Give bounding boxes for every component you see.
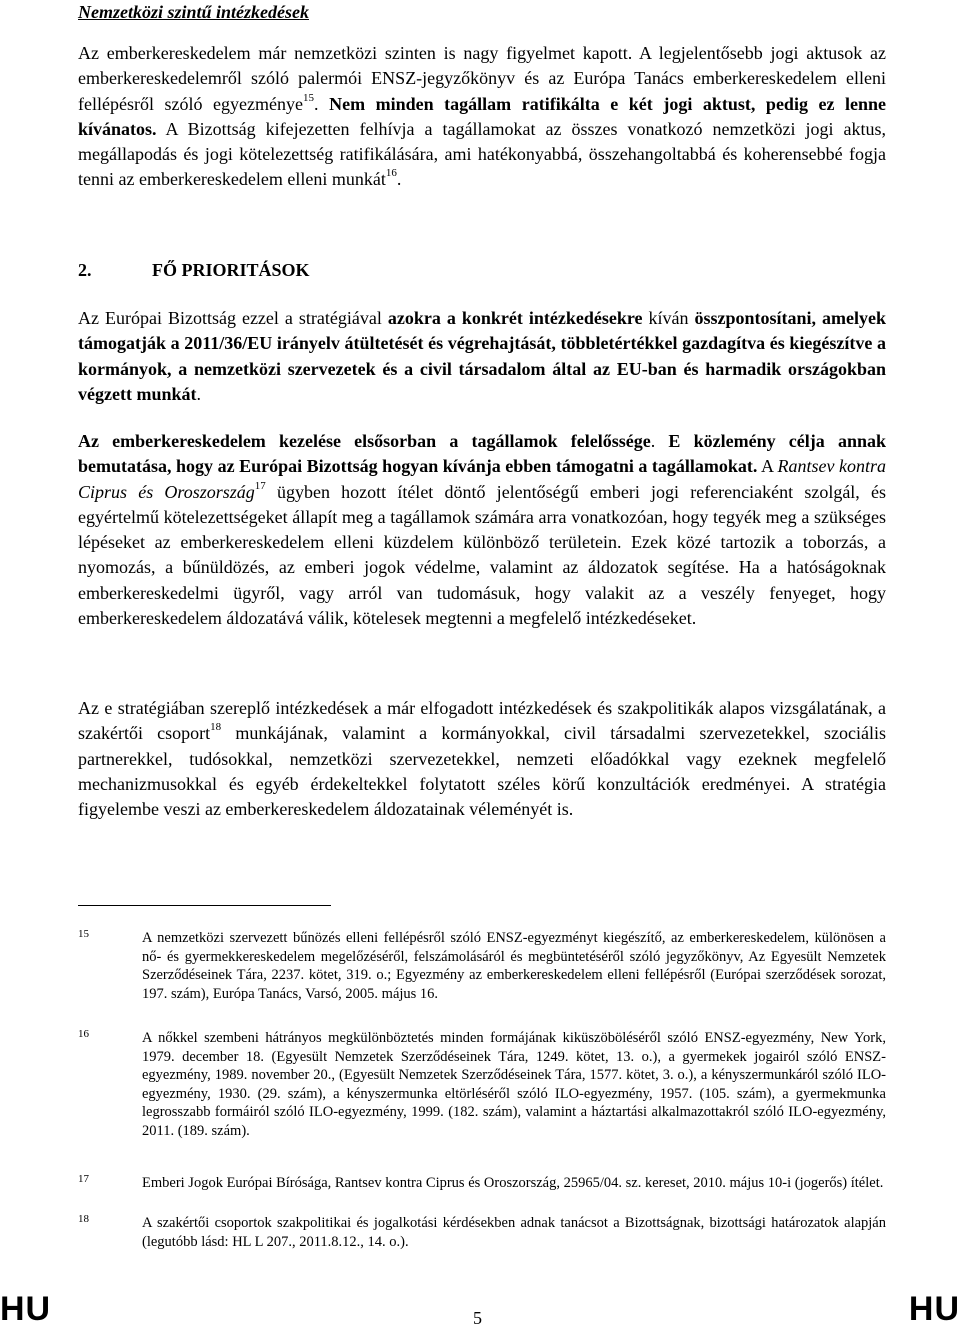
footnote-text: A szakértői csoportok szakpolitikai és jogalkotási kérdésekben adnak tanácsot a Bizottságnak, bizottsági határozatok alapján (legutóbb lásd: HL L 207., 2011.8.12., 14. o.).	[142, 1215, 886, 1250]
footnote-text: Emberi Jogok Európai Bírósága, Rantsev kontra Ciprus és Oroszország, 25965/04. sz. kereset, 2010. május 10-i (jogerős) ítélet.	[142, 1175, 884, 1191]
footnote-ref-15[interactable]: 15	[303, 91, 315, 104]
language-code-right: HU	[908, 1290, 960, 1328]
footnote-ref-16[interactable]: 16	[385, 167, 397, 180]
footnote-ref-18[interactable]: 18	[210, 721, 222, 734]
page-number: 5	[473, 1308, 482, 1328]
footnote	[78, 1174, 886, 1193]
heading-number: 2.	[78, 260, 92, 280]
footnote-text: A nőkkel szembeni hátrányos megkülönböztetés minden formájának kiküszöböléséről szóló ENSZ-egyezmény, New York, 1979. december 18. (Egyesült Nemzetek Szerződéseinek Tára, 1249. kötet, 13. o.), a gyermekek jogairól szóló ENSZ-egyezmény, 1989. november 20., (Egyesült Nemzetek Szerződéseinek Tára, 1577. kötet, 3. o.), a kényszermunkáról szóló ILO-egyezmény, 1930. (29. szám), a kényszermunka eltörléséről szóló ILO-egyezmény, 1957. (105. szám), a gyermekmunka legrosszabb formáiról szóló ILO-egyezmény, 1999. (182. szám), valamint a háztartási alkalmazottakról szóló ILO-egyezmény, 2011. (189. szám).	[142, 1030, 886, 1139]
paragraph-consultation: Az e stratégiában szereplő intézkedések a már elfogadott intézkedések és szakpolitikák alapos vizsgálatának, a szakértői csoport$^{18}$ munkájának, valamint a kormányokkal, civil társadalmi szervezetekkel, szociális partnerekkel, tudósokkal, nemzetközi szervezetekkel, nemzeti előadókkal vagy ezeknek megfelelő mechanizmusokkal és egyéb érdekeltekkel folytatott széles körű konzultációk eredményei. A stratégia figyelembe veszi az emberkereskedelem áldozatainak véleményét is.	[78, 698, 886, 820]
footnote-separator	[78, 905, 331, 906]
paragraph-focus: Az Európai Bizottság ezzel a stratégiával azokra a konkrét intézkedésekre kíván összpontosítani, amelyek támogatják a 2011/36/EU irányelv átültetését és végrehajtását, többletértékkel gazdagítva és kiegészítve a kormányok, a nemzetközi szervezetek és a civil társadalom által az EU-ban és harmadik országokban végzett munkát.	[78, 308, 887, 404]
footnote-text: A nemzetközi szervezett bűnözés elleni fellépésről szóló ENSZ-egyezményt kiegészítő, az emberkereskedelem, különösen a nő- és gyermekkereskedelem megelőzéséről, felszámolásáról és megbüntetéséről szóló jegyzőkönyv, Az Egyesült Nemzetek Szerződéseinek Tára, 2237. kötet, 319. o.; Egyezmény az emberkereskedelem elleni fellépésről (Európai szerződések sorozat, 197. szám), Európa Tanács, Varsó, 2005. május 16.	[142, 930, 886, 1002]
footnote-number: 17	[78, 1173, 89, 1185]
footnote	[78, 1214, 886, 1251]
footnote-number: 18	[78, 1213, 89, 1225]
footnote	[78, 1029, 886, 1140]
footnote-number: 15	[78, 928, 89, 940]
paragraph-international: Az emberkereskedelem már nemzetközi szinten is nagy figyelmet kapott. A legjelentősebb jogi aktusok az emberkereskedelemről szóló palermói ENSZ-jegyzőkönyv és az Európa Tanács emberkereskedelem elleni fellépésről szóló egyezménye$^{15}$. Nem minden tagállam ratifikálta e két jogi aktust, pedig ez lenne kívánatos. A Bizottság kifejezetten felhívja a tagállamokat az összes vonatkozó nemzetközi jogi aktus, megállapodás és jogi kötelezettség ratifikálására, ami hatékonyabbá, összehangoltabbá és koherensebbé fogja tenni az emberkereskedelem elleni munkát$^{16}$.	[78, 43, 887, 190]
footnote-ref-17[interactable]: 17	[254, 479, 266, 492]
footnote-number: 16	[78, 1028, 89, 1040]
language-code-left: HU	[0, 1290, 52, 1328]
footnote	[78, 929, 886, 1003]
heading-title: FŐ PRIORITÁSOK	[152, 260, 310, 280]
paragraph-responsibility: Az emberkereskedelem kezelése elsősorban a tagállamok felelőssége. E közlemény célja annak bemutatása, hogy az Európai Bizottság hogyan kívánja ebben támogatni a tagállamokat. A Rantsev kontra Ciprus és Oroszország$^{17}$ ügyben hozott ítélet döntő jelentőségű emberi jogi referenciaként szolgál, és egyértelmű kötelezettségeket állapít meg a tagállamok számára arra vonatkozóan, hogy tegyék meg a szükséges lépéseket az emberkereskedelem elleni küzdelem különböző területein. Ezek közé tartozik a toborzás, a nyomozás, a bűnüldözés, az emberi jogok védelme, valamint az áldozatok segítése. Ha a hatóságoknak emberkereskedelmi ügyről, vagy arról van tudomásuk, hogy valakit az a veszély fenyeget, hogy emberkereskedelem áldozatává válik, kötelesek megtenni a megfelelő intézkedéseket.	[78, 431, 887, 629]
section-title: Nemzetközi szintű intézkedések	[78, 2, 310, 22]
section-heading	[78, 260, 310, 281]
